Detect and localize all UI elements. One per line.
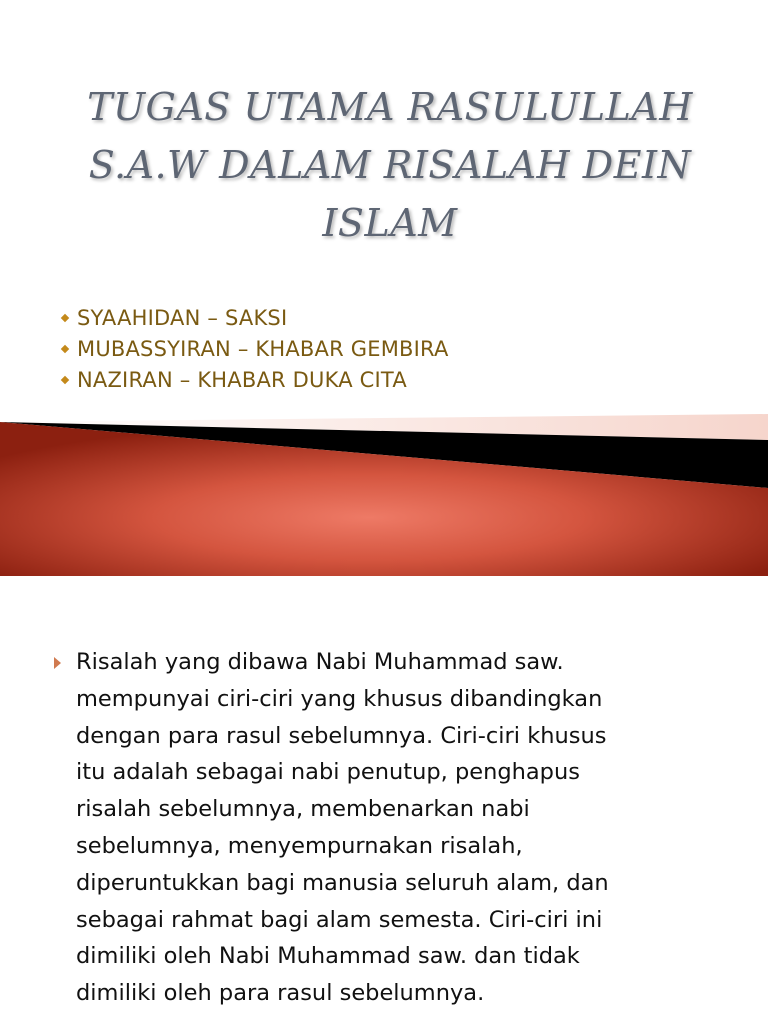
diamond-icon (61, 375, 69, 383)
bullet-text: SYAAHIDAN – SAKSI (77, 305, 288, 330)
title-line: S.A.W DALAM RISALAH DEIN (88, 143, 692, 187)
body-paragraph (76, 644, 736, 1012)
title-line: ISLAM (322, 201, 458, 245)
body-line: mempunyai ciri-ciri yang khusus dibandingkan (76, 685, 603, 712)
bullet-list (62, 302, 449, 395)
title-line: TUGAS UTAMA RASULULLAH (87, 85, 693, 129)
bullet-item-syaahidan (62, 302, 449, 333)
band-bottom-edge (0, 576, 768, 580)
bullet-text: MUBASSYIRAN – KHABAR GEMBIRA (77, 336, 449, 361)
body-line: dimiliki oleh Nabi Muhammad saw. dan tidak (76, 943, 580, 970)
slide-title (40, 78, 740, 252)
body-line: diperuntukkan bagi manusia seluruh alam, dan (76, 869, 609, 896)
body-line: sebelumnya, menyempurnakan risalah, (76, 832, 523, 859)
body-line: dengan para rasul sebelumnya. Ciri-ciri khusus (76, 722, 607, 749)
bullet-text: NAZIRAN – KHABAR DUKA CITA (77, 367, 407, 392)
body-line: itu adalah sebagai nabi penutup, penghapus (76, 759, 580, 786)
body-line: sebagai rahmat bagi alam semesta. Ciri-ciri ini (76, 906, 603, 933)
bullet-item-naziran (62, 364, 449, 395)
decorative-band (0, 400, 768, 580)
diamond-icon (61, 313, 69, 321)
triangle-bullet-icon (54, 657, 61, 669)
bullet-item-mubassyiran (62, 333, 449, 364)
slide-2 (54, 644, 744, 1012)
body-line: risalah sebelumnya, membenarkan nabi (76, 796, 530, 823)
body-line: dimiliki oleh para rasul sebelumnya. (76, 980, 485, 1007)
body-line: Risalah yang dibawa Nabi Muhammad saw. (76, 649, 564, 675)
diamond-icon (61, 344, 69, 352)
